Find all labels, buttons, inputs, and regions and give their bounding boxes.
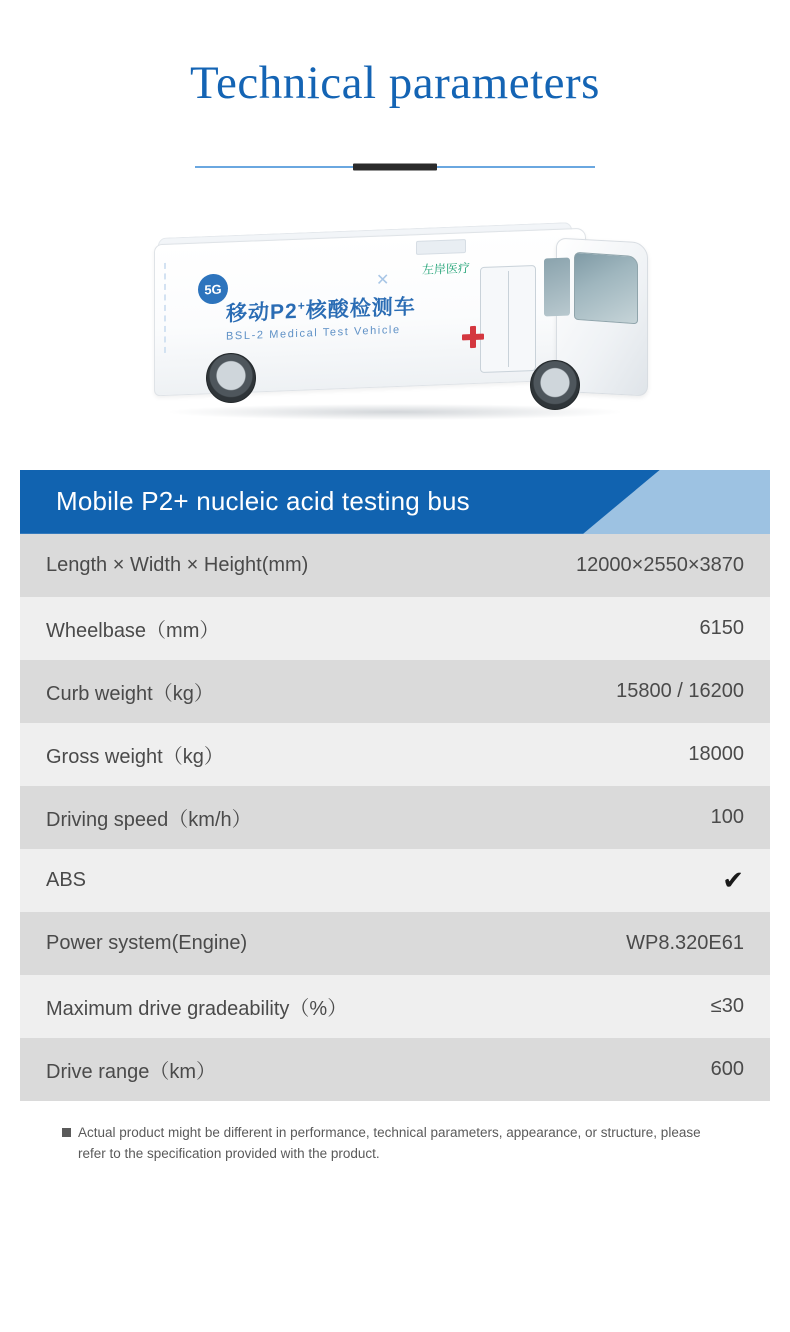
spec-value: 18000 — [688, 742, 744, 765]
spec-value: 6150 — [699, 616, 744, 639]
table-row — [20, 849, 770, 912]
spec-table — [20, 470, 770, 1101]
table-row — [20, 534, 770, 597]
table-row — [20, 912, 770, 975]
spec-name: Wheelbase（mm） — [46, 619, 220, 642]
side-window — [544, 257, 570, 316]
page-title-block — [0, 0, 790, 110]
table-row — [20, 597, 770, 660]
spec-value: 12000×2550×3870 — [576, 553, 744, 576]
bus-livery-text-cn: 移动P2+核酸检测车 — [226, 295, 416, 326]
medical-cross-icon — [462, 325, 484, 348]
spec-name: Length × Width × Height(mm) — [46, 553, 309, 576]
roof-equipment-box — [416, 239, 466, 255]
footnote — [24, 1123, 766, 1165]
page-title: Technical parameters — [190, 57, 600, 109]
spec-name: Maximum drive gradeability（%） — [46, 997, 348, 1020]
spec-name: Drive range（km） — [46, 1060, 217, 1083]
spec-value: 600 — [710, 1057, 744, 1080]
spec-name: Power system(Engine) — [46, 931, 248, 954]
spec-value: WP8.320E61 — [626, 931, 744, 954]
cross-decor-icon: ✕ — [376, 271, 390, 289]
hero-image — [0, 206, 790, 466]
divider-center-bar — [353, 163, 437, 170]
title-divider — [0, 162, 790, 172]
spec-name: Curb weight（kg） — [46, 682, 214, 705]
5g-badge-icon: 5G — [198, 273, 228, 304]
spec-name: Gross weight（kg） — [46, 745, 224, 768]
abs-check-icon: ✔ — [722, 865, 744, 896]
windshield — [574, 251, 638, 323]
divider-line — [195, 166, 595, 168]
table-row — [20, 1038, 770, 1101]
spec-value: 100 — [710, 805, 744, 828]
front-wheel — [530, 360, 580, 410]
square-bullet-icon — [62, 1128, 71, 1137]
spec-name: ABS — [46, 868, 87, 891]
bus-livery-text — [226, 290, 416, 342]
spec-value: ≤30 — [710, 994, 744, 1017]
spec-table-title: Mobile P2+ nucleic acid testing bus — [56, 486, 470, 517]
spec-name: Driving speed（km/h） — [46, 808, 252, 831]
table-row — [20, 786, 770, 849]
rear-wheel — [206, 353, 256, 403]
bus-door — [480, 265, 536, 373]
spec-table-header — [20, 470, 770, 534]
brand-logo: 左岸医疗 — [422, 260, 471, 277]
table-row — [20, 660, 770, 723]
footnote-text: Actual product might be different in performance, technical parameters, appearance, or structure, please refer to the specification provided with the product. — [78, 1124, 701, 1161]
table-row — [20, 975, 770, 1038]
table-row — [20, 723, 770, 786]
bus-illustration — [140, 218, 650, 438]
spec-value: 15800 / 16200 — [616, 679, 744, 702]
bus-livery-text-en: BSL-2 Medical Test Vehicle — [226, 323, 401, 343]
